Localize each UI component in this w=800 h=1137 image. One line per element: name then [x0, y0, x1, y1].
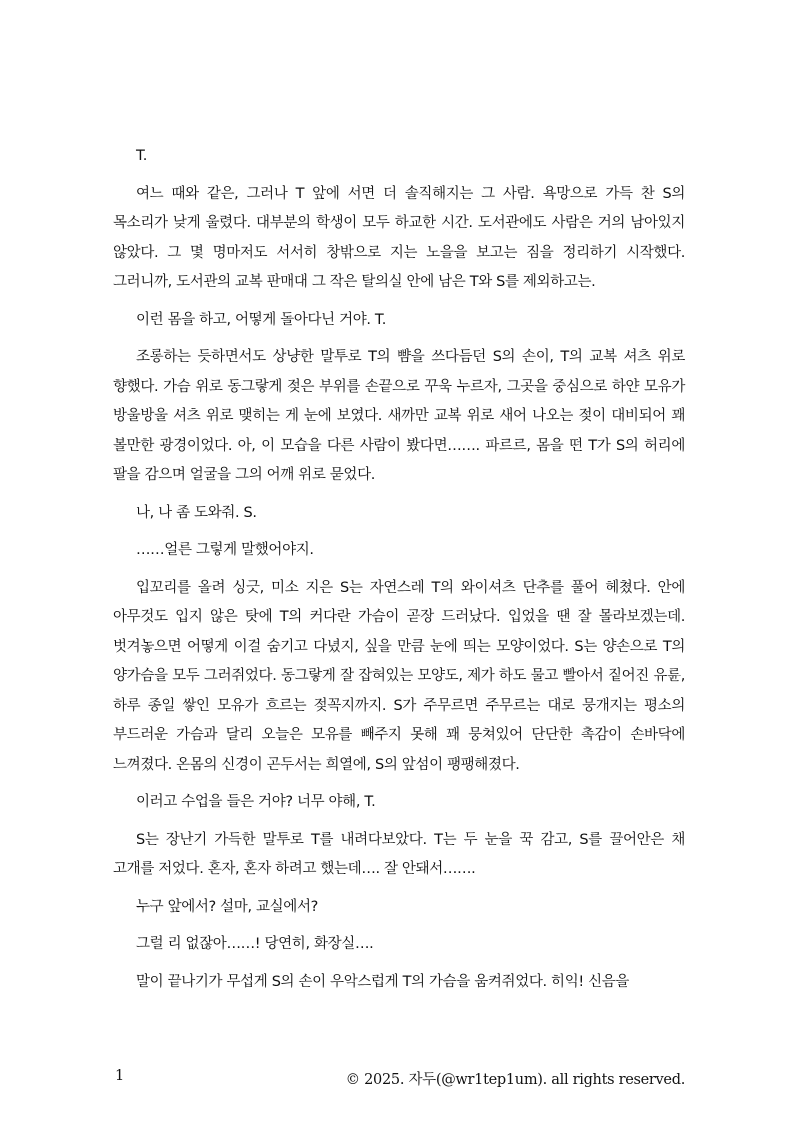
paragraph: 이러고 수업을 들은 거야? 너무 야해, T. — [136, 794, 376, 810]
paragraph: 조롱하는 듯하면서도 상냥한 말투로 T의 뺨을 쓰다듬던 S의 손이, T의 교복 셔츠 위로 향했다. 가슴 위로 동그랗게 젖은 부위를 손끝으로 꾸욱 누르자, 그곳을 중심으로 하얀 모유가 방울방울 셔츠 위로 맺히는 게 눈에 보였다. 새까만 교복 위로 새어 나오는 젖이 대비되어 꽤 볼만한 광경이었다. 아, 이 모습을 다른 사람이 봤다면……. 파르르, 몸을 떤 T가 S의 허리에 팔을 감으며 얼굴을 그의 어깨 위로 묻었다. — [113, 349, 685, 483]
paragraph: 나, 나 좀 도와줘. S. — [136, 504, 257, 521]
paragraph: 여느 때와 같은, 그러나 T 앞에 서면 더 솔직해지는 그 사람. 욕망으로 가득 찬 S의 목소리가 낮게 울렸다. 대부분의 학생이 모두 하교한 시간. 도서관에도 사람은 거의 남아있지 않았다. 그 몇 명마저도 서서히 창밖으로 지는 노을을 보고는 짐을 정리하기 시작했다. 그러니까, 도서관의 교복 판매대 그 작은 탈의실 안에 남은 T와 S를 제외하고는. — [113, 185, 685, 290]
page-footer — [113, 1068, 685, 1094]
paragraph: 그럴 리 없잖아……! 당연히, 화장실…. — [136, 936, 374, 952]
paragraph: 말이 끝나기가 무섭게 S의 손이 우악스럽게 T의 가슴을 움켜쥐었다. 히익! 신음을 — [136, 973, 630, 990]
paragraph: 입꼬리를 올려 싱긋, 미소 지은 S는 자연스레 T의 와이셔츠 단추를 풀어 헤쳤다. 안에 아무것도 입지 않은 탓에 T의 커다란 가슴이 곧장 드러났다. 입었을 땐 잘 몰라보겠는데. 벗겨놓으면 어떻게 이걸 숨기고 다녔지, 싶을 만큼 눈에 띄는 모양이었다. S는 양손으로 T의 양가슴을 모두 그러쥐었다. 동그랗게 잘 잡혀있는 모양도, 제가 하도 물고 빨아서 짙어진 유륜, 하루 종일 쌓인 모유가 흐르는 젖꼭지까지. S가 주무르면 주무르는 대로 뭉개지는 평소의 부드러운 가슴과 달리 오늘은 모유를 빼주지 못해 꽤 뭉쳐있어 단단한 촉감이 손바닥에 느껴졌다. 온몸의 신경이 곤두서는 희열에, S의 앞섬이 팽팽해졌다. — [113, 579, 685, 773]
page-number: 1 — [115, 1068, 125, 1084]
paragraph: 누구 앞에서? 설마, 교실에서? — [136, 898, 318, 915]
body-text — [113, 142, 685, 1005]
copyright-notice: © 2025. 자두(@wr1tep1um). all rights reserved. — [345, 1072, 685, 1088]
paragraph: ……얼른 그렇게 말했어야지. — [136, 542, 314, 558]
paragraph: 이런 몸을 하고, 어떻게 돌아다닌 거야. T. — [136, 311, 386, 328]
paragraph: S는 장난기 가득한 말투로 T를 내려다보았다. T는 두 눈을 꾹 감고, S를 끌어안은 채 고개를 저었다. 혼자, 혼자 하려고 했는데…. 잘 안돼서……. — [113, 831, 685, 877]
paragraph: T. — [136, 148, 148, 164]
